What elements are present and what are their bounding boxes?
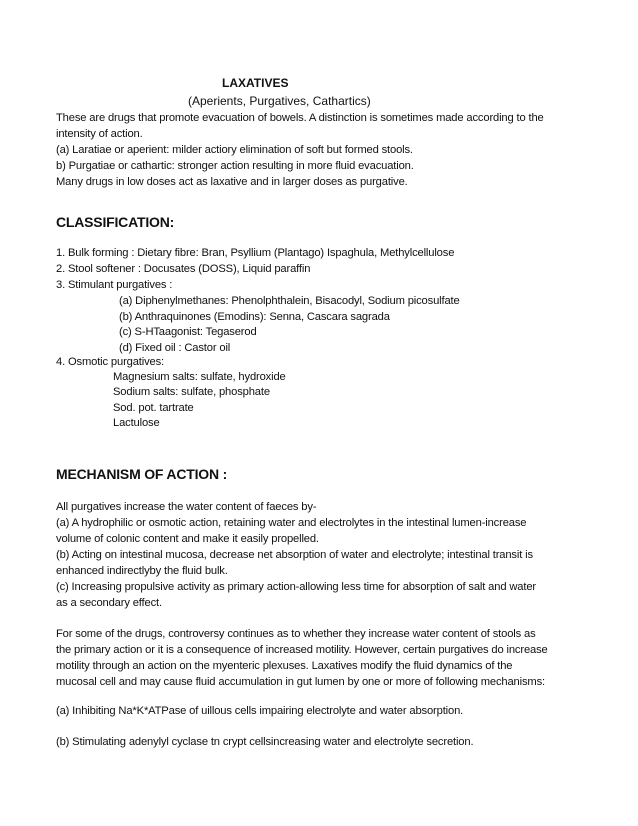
osmotic-subitem: Magnesium salts: sulfate, hydroxide: [113, 371, 286, 383]
mechanism-line: mucosal cell and may cause fluid accumulation in gut lumen by one or more of following mechanisms:: [56, 676, 545, 688]
stimulant-subitem: (a) Diphenylmethanes: Phenolphthalein, Bisacodyl, Sodium picosulfate: [119, 295, 460, 307]
osmotic-subitem: Sod. pot. tartrate: [113, 402, 194, 414]
intro-line: b) Purgatiae or cathartic: stronger action resulting in more fluid evacuation.: [56, 160, 414, 172]
stimulant-subitem: (c) S-HTaagonist: Tegaserod: [119, 326, 257, 338]
document-title: LAXATIVES: [222, 76, 289, 90]
mechanism-line: For some of the drugs, controversy continues as to whether they increase water content of stools as: [56, 628, 536, 640]
osmotic-subitem: Lactulose: [113, 417, 160, 429]
document-subtitle: (Aperients, Purgatives, Cathartics): [188, 94, 371, 108]
classification-item: 3. Stimulant purgatives :: [56, 279, 173, 291]
mechanism-item-b: (b) Stimulating adenylyl cyclase tn crypt cellsincreasing water and electrolyte secretion.: [56, 736, 474, 748]
classification-item: 2. Stool softener : Docusates (DOSS), Liquid paraffin: [56, 263, 311, 275]
stimulant-subitem: (d) Fixed oil : Castor oil: [119, 342, 231, 354]
mechanism-line: All purgatives increase the water content of faeces by-: [56, 501, 317, 513]
intro-line: These are drugs that promote evacuation of bowels. A distinction is sometimes made according to the: [56, 112, 544, 124]
classification-heading: CLASSIFICATION:: [56, 214, 175, 230]
classification-item: 1. Bulk forming : Dietary fibre: Bran, Psyllium (Plantago) Ispaghula, Methylcellulose: [56, 247, 455, 259]
intro-line: (a) Laratiae or aperient: milder actiory elimination of soft but formed stools.: [56, 144, 413, 156]
mechanism-line: enhanced indirectlyby the fluid bulk.: [56, 565, 228, 577]
mechanism-line: volume of colonic content and make it easily propelled.: [56, 533, 319, 545]
intro-line: Many drugs in low doses act as laxative and in larger doses as purgative.: [56, 176, 408, 188]
mechanism-line: (c) Increasing propulsive activity as primary action-allowing less time for absorption of salt and water: [56, 581, 536, 593]
mechanism-line: (a) A hydrophilic or osmotic action, retaining water and electrolytes in the intestinal lumen-increase: [56, 517, 527, 529]
mechanism-line: (b) Acting on intestinal mucosa, decrease net absorption of water and electrolyte; intestinal transit is: [56, 549, 533, 561]
mechanism-line: as a secondary effect.: [56, 597, 162, 609]
intro-line: intensity of action.: [56, 128, 143, 140]
osmotic-heading: 4. Osmotic purgatives:: [56, 356, 164, 368]
osmotic-subitem: Sodium salts: sulfate, phosphate: [113, 386, 270, 398]
mechanism-item-a: (a) Inhibiting Na*K*ATPase of uillous cells impairing electrolyte and water absorption.: [56, 705, 464, 717]
mechanism-line: motility through an action on the myenteric plexuses. Laxatives modify the fluid dynamics of the: [56, 660, 513, 672]
mechanism-heading: MECHANISM OF ACTION :: [56, 466, 228, 482]
stimulant-subitem: (b) Anthraquinones (Emodins): Senna, Cascara sagrada: [119, 311, 390, 323]
mechanism-line: the primary action or it is a consequence of increased motility. However, certain purgatives do increase: [56, 644, 548, 656]
